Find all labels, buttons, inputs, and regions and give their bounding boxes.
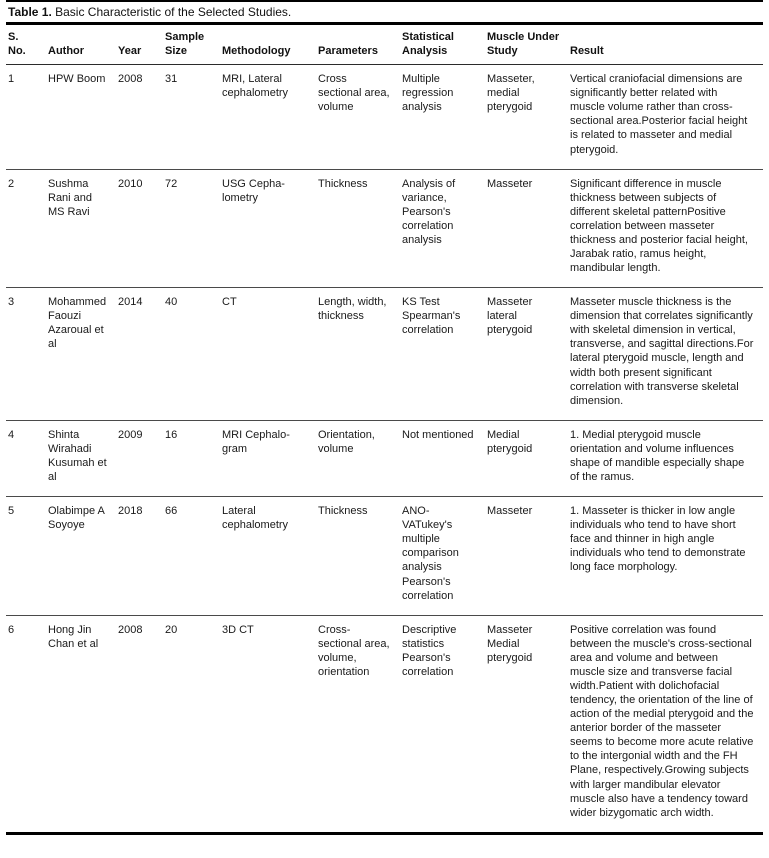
cell-result: Vertical craniofacial dimensions are significantly better related with muscle volume rather than cross-sectional area.Posterior facial height is related to masseter and medial pterygoid. [570, 73, 748, 156]
table-row [6, 169, 763, 288]
cell-sample-size: 40 [165, 296, 178, 309]
studies-table [6, 22, 763, 835]
cell-muscle-under-study: Masseter, medial pterygoid [487, 73, 535, 114]
column-header-author: Author [46, 24, 116, 65]
cell-parameters: Orientation, volume [318, 428, 375, 455]
cell-author: Olabimpe A Soyoye [48, 505, 105, 532]
cell-parameters: Cross sectional area, volume [318, 73, 390, 114]
cell-result: Masseter muscle thickness is the dimension that correlates significantly with skeletal dimension in vertical, transverse, and sagittal directions.For lateral pterygoid muscle, length and width both present significant correlation with transverse skeletal dimension. [570, 296, 754, 407]
cell-statistical-analysis: Not mentioned [402, 428, 474, 441]
column-header-sno: S. No. [6, 24, 46, 65]
cell-statistical-analysis: Multiple regression analysis [402, 73, 454, 114]
table-row [6, 65, 763, 169]
cell-statistical-analysis: KS Test Spearman's correlation [402, 296, 461, 337]
column-header-methodology: Methodology [220, 24, 316, 65]
cell-sno: 1 [8, 73, 15, 86]
cell-sno: 4 [8, 428, 15, 441]
column-header-statistical-analysis: Statistical Analysis [400, 24, 485, 65]
cell-year: 2014 [118, 296, 143, 309]
cell-muscle-under-study: Medial pterygoid [487, 428, 533, 455]
table-row [6, 288, 763, 421]
cell-sno: 3 [8, 296, 15, 309]
cell-author: Hong Jin Chan et al [48, 623, 99, 650]
table-body [6, 65, 763, 834]
cell-result: 1. Medial pterygoid muscle orientation and volume influences shape of mandible especially shape of the ramus. [570, 428, 745, 484]
cell-result: 1. Masseter is thicker in low angle individuals who tend to have short face and thinner in high angle individuals who tend to demonstrate long face morphology. [570, 505, 746, 574]
cell-parameters: Cross-sectional area, volume, orientation [318, 623, 390, 678]
cell-statistical-analysis: Descriptive statistics Pearson's correlation [402, 623, 457, 678]
table-caption-label: Table 1. [8, 5, 52, 19]
cell-muscle-under-study: Masseter [487, 505, 533, 518]
cell-sno: 5 [8, 505, 15, 518]
cell-methodology: USG Cepha-lometry [222, 177, 285, 204]
column-header-result: Result [568, 24, 763, 65]
cell-parameters: Thickness [318, 505, 368, 518]
cell-sno: 6 [8, 623, 15, 636]
cell-sample-size: 16 [165, 428, 178, 441]
cell-result: Positive correlation was found between the muscle's cross-sectional area and volume and between muscle size and transverse facial width.Patient with dolichofacial tendency, the orientation of the line of action of the medial pterygoid and the anterior border of the masseter seems to become more acute relative to the intergonial width and the FH Plane, respectively.Growing subjects with larger mandibular elevator muscle also have a tendency toward wider bizygomatic arch width. [570, 623, 754, 819]
cell-year: 2018 [118, 505, 143, 518]
cell-muscle-under-study: Masseter lateral pterygoid [487, 296, 533, 337]
table-row [6, 615, 763, 833]
cell-year: 2010 [118, 177, 143, 190]
cell-author: Sushma Rani and MS Ravi [48, 177, 93, 218]
cell-methodology: Lateral cephalometry [222, 505, 289, 532]
column-header-parameters: Parameters [316, 24, 400, 65]
cell-sno: 2 [8, 177, 15, 190]
header-row [6, 24, 763, 65]
cell-author: HPW Boom [48, 73, 106, 86]
table-row [6, 420, 763, 496]
cell-methodology: MRI, Lateral cephalometry [222, 73, 289, 100]
table-row [6, 497, 763, 616]
table-caption [6, 0, 763, 22]
column-header-sample-size: Sample Size [163, 24, 220, 65]
cell-year: 2009 [118, 428, 143, 441]
cell-parameters: Length, width, thickness [318, 296, 387, 323]
cell-parameters: Thickness [318, 177, 368, 190]
column-header-year: Year [116, 24, 163, 65]
cell-methodology: MRI Cephalo-gram [222, 428, 290, 455]
cell-author: Mohammed Faouzi Azaroual et al [48, 296, 107, 351]
table-caption-text: Basic Characteristic of the Selected Studies. [51, 5, 292, 19]
table-header [6, 24, 763, 65]
cell-year: 2008 [118, 623, 143, 636]
cell-author: Shinta Wirahadi Kusumah et al [48, 428, 107, 484]
cell-sample-size: 72 [165, 177, 178, 190]
column-header-muscle-under-study: Muscle Under Study [485, 24, 568, 65]
cell-year: 2008 [118, 73, 143, 86]
cell-sample-size: 31 [165, 73, 178, 86]
cell-muscle-under-study: Masseter [487, 177, 533, 190]
cell-sample-size: 66 [165, 505, 178, 518]
cell-result: Significant difference in muscle thickness between subjects of different skeletal patternPositive correlation between masseter thickness and posterior facial height, Jarabak ratio, ramus height, mandibular length. [570, 177, 748, 275]
cell-methodology: 3D CT [222, 623, 254, 636]
cell-muscle-under-study: Masseter Medial pterygoid [487, 623, 533, 664]
cell-statistical-analysis: Analysis of variance, Pearson's correlation analysis [402, 177, 456, 246]
cell-statistical-analysis: ANO-VATukey's multiple comparison analysis Pearson's correlation [402, 505, 459, 602]
cell-methodology: CT [222, 296, 237, 309]
cell-sample-size: 20 [165, 623, 178, 636]
